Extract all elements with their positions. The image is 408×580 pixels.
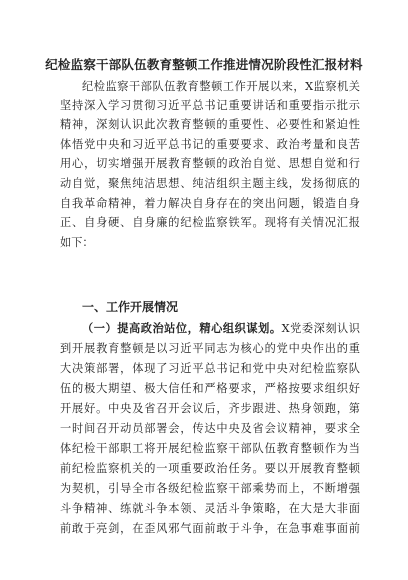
body-line: 伍的极大期望、极大信任和严格要求，严格按要求组织好 [60,382,360,395]
body-line: 大决策部署，体现了习近平总书记和党中央对纪检监察队 [60,362,360,375]
intro-line: 用心，切实增强开展教育整顿的政治自觉、思想自觉和行 [60,157,360,170]
body-line: 一时间召开动员部署会，传达中央及省会议精神，要求全 [60,422,360,435]
intro-line: 正、自身硬、自身廉的纪检监察铁军。现将有关情况汇报 [60,216,360,229]
intro-line: 自我革命精神，着力解决自身存在的突出问题，锻造自身 [60,197,360,210]
body-line: 前纪检监察机关的一项重要政治任务。要以开展教育整顿 [60,462,360,475]
intro-line: 如下： [60,236,94,249]
body-line: 开展好。中央及省召开会议后，齐步跟进、热身领跑，第 [60,402,360,415]
body-line: 到开展教育整顿是以习近平同志为核心的党中央作出的重 [60,342,360,355]
subsection-first-line [82,320,360,337]
body-line: 为契机，引导全市各级纪检监察干部乘势而上，不断增强 [60,482,360,495]
subsection-first-line-text: X党委深刻认识 [281,322,360,335]
intro-line: 动自觉，聚焦纯洁思想、纯洁组织主题主线，发扬彻底的 [60,177,360,190]
body-line: 体纪检干部职工将开展纪检监察干部队伍教育整顿作为当 [60,442,360,455]
body-line: 斗争精神、练就斗争本领、灵活斗争策略，在大是大非面 [60,502,360,515]
section-heading: 一、工作开展情况 [82,300,179,314]
document-title: 纪检监察干部队伍教育整顿工作推进情况阶段性汇报材料 [45,57,363,72]
intro-line: 纪检监察干部队伍教育整顿工作开展以来，X监察机关 [82,80,360,93]
intro-line: 坚持深入学习贯彻习近平总书记重要讲话和重要指示批示 [60,99,360,112]
intro-line: 精神，深刻认识此次教育整顿的重要性、必要性和紧迫性 [60,118,360,131]
body-line: 前敢于亮剑，在歪风邪气面前敢于斗争，在急事难事面前 [60,522,360,535]
intro-line: 体悟党中央和习近平总书记的重要要求、政治考量和良苦 [60,138,360,151]
subsection-heading: （一）提高政治站位，精心组织谋划。 [82,321,282,335]
